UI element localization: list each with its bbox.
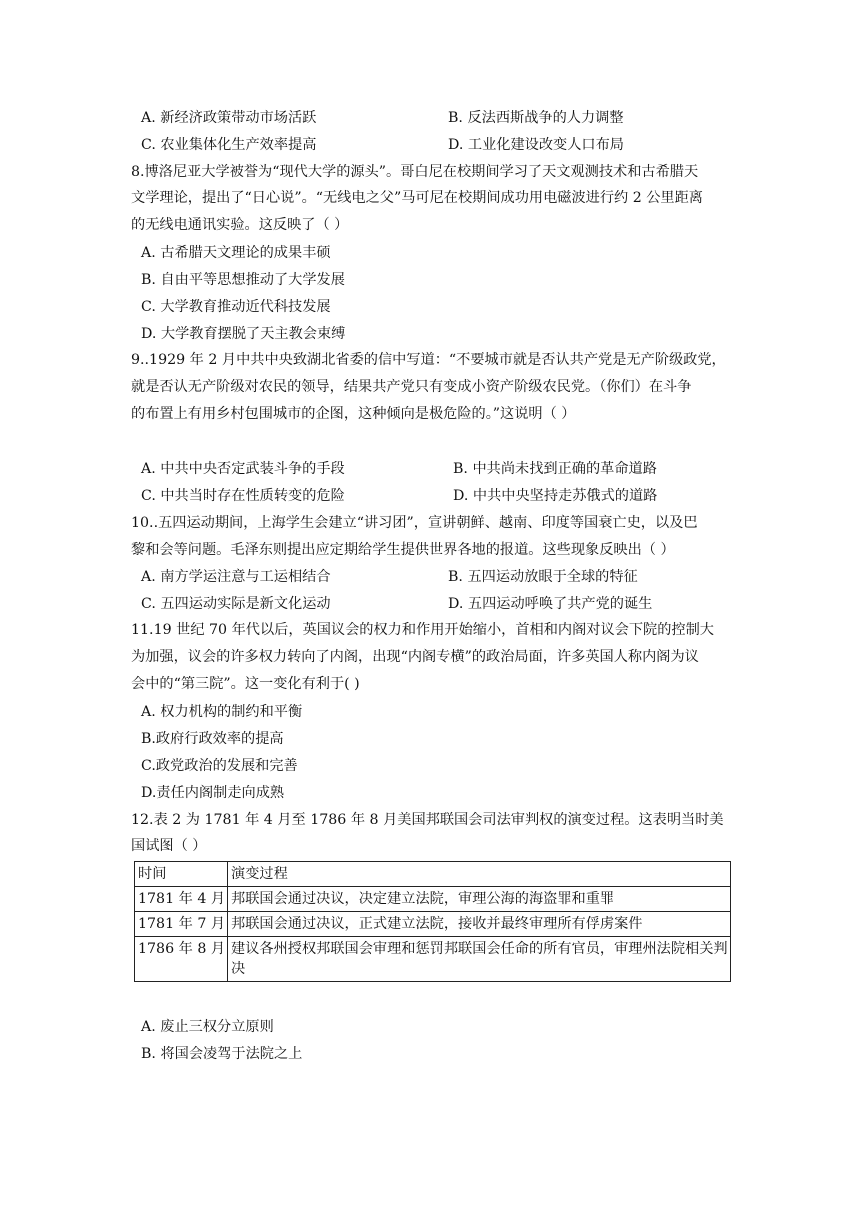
table-cell-process: 建议各州授权邦联国会审理和惩罚邦联国会任命的所有官员，审理州法院相关判决 [228,937,731,982]
q12-table [134,861,731,982]
q11-option-b: B.政府行政效率的提高 [141,731,284,747]
q8-stem-line-1: 8.博洛尼亚大学被誉为“现代大学的源头”。哥白尼在校期间学习了天文观测技术和古希腊天 [131,164,699,180]
q9-stem-line-1: 9..1929 年 2 月中共中央致湖北省委的信中写道：“不要城市就是否认共产党是无产阶级政党， [131,352,726,368]
q9-option-a: A. 中共中央否定武装斗争的手段 [141,461,345,477]
table-row [135,912,731,937]
table-cell-process: 邦联国会通过决议，决定建立法院，审理公海的海盗罪和重罪 [228,887,731,912]
q8-option-b: B. 自由平等思想推动了大学发展 [141,272,345,288]
q12-option-b: B. 将国会凌驾于法院之上 [141,1046,303,1062]
q7-option-d: D. 工业化建设改变人口布局 [448,137,624,153]
q9-option-c: C. 中共当时存在性质转变的危险 [141,488,345,504]
table-cell-process: 邦联国会通过决议，正式建立法院，接收并最终审理所有俘虏案件 [228,912,731,937]
q7-option-b: B. 反法西斯战争的人力调整 [448,110,624,126]
q10-option-d: D. 五四运动呼唤了共产党的诞生 [448,596,653,612]
q12-stem-line-2: 国试图（ ） [131,838,207,854]
q11-option-c: C.政党政治的发展和完善 [141,758,298,774]
q10-option-b: B. 五四运动放眼于全球的特征 [448,569,638,585]
table-cell-time: 1781 年 7 月 [135,912,228,937]
q8-option-a: A. 古希腊天文理论的成果丰硕 [141,245,331,261]
q8-option-d: D. 大学教育摆脱了天主教会束缚 [141,326,346,342]
table-header-time: 时间 [135,862,228,887]
q9-stem-line-2: 就是否认无产阶级对农民的领导，结果共产党只有变成小资产阶级农民党。（你们）在斗争 [131,379,692,395]
q12-stem-line-1: 12.表 2 为 1781 年 4 月至 1786 年 8 月美国邦联国会司法审判权的演变过程。这表明当时美 [131,812,724,828]
q11-stem-line-2: 为加强，议会的许多权力转向了内阁，出现“内阁专横”的政治局面，许多英国人称内阁为议 [131,649,699,665]
table-row [135,937,731,982]
table-header-process: 演变过程 [228,862,731,887]
q10-stem-line-2: 黎和会等问题。毛泽东则提出应定期给学生提供世界各地的报道。这些现象反映出（ ） [131,542,675,558]
q11-stem-line-1: 11.19 世纪 70 年代以后，英国议会的权力和作用开始缩小，首相和内阁对议会下院的控制大 [131,622,714,638]
q10-option-c: C. 五四运动实际是新文化运动 [141,596,331,612]
q7-option-c: C. 农业集体化生产效率提高 [141,137,317,153]
q10-option-a: A. 南方学运注意与工运相结合 [141,569,331,585]
q10-stem-line-1: 10..五四运动期间，上海学生会建立“讲习团”，宣讲朝鲜、越南、印度等国衰亡史，以及巴 [131,515,698,531]
q7-option-a: A. 新经济政策带动市场活跃 [141,110,317,126]
table-row [135,887,731,912]
q9-option-b: B. 中共尚未找到正确的革命道路 [453,461,657,477]
q8-option-c: C. 大学教育推动近代科技发展 [141,299,331,315]
q8-stem-line-3: 的无线电通讯实验。这反映了（ ） [131,217,349,233]
q9-option-d: D. 中共中央坚持走苏俄式的道路 [453,488,658,504]
q9-stem-line-3: 的布置上有用乡村包围城市的企图，这种倾向是极危险的。”这说明（ ） [131,406,576,422]
q8-stem-line-2: 文学理论，提出了“日心说”。“无线电之父”马可尼在校期间成功用电磁波进行约 2 公里距离 [131,190,703,206]
q11-option-d: D.责任内阁制走向成熟 [141,785,285,801]
table-header-row [135,862,731,887]
q12-option-a: A. 废止三权分立原则 [141,1019,274,1035]
table-cell-time: 1786 年 8 月 [135,937,228,982]
table-cell-time: 1781 年 4 月 [135,887,228,912]
q11-option-a: A. 权力机构的制约和平衡 [141,704,303,720]
q11-stem-line-3: 会中的“第三院”。这一变化有利于( ) [131,676,360,692]
